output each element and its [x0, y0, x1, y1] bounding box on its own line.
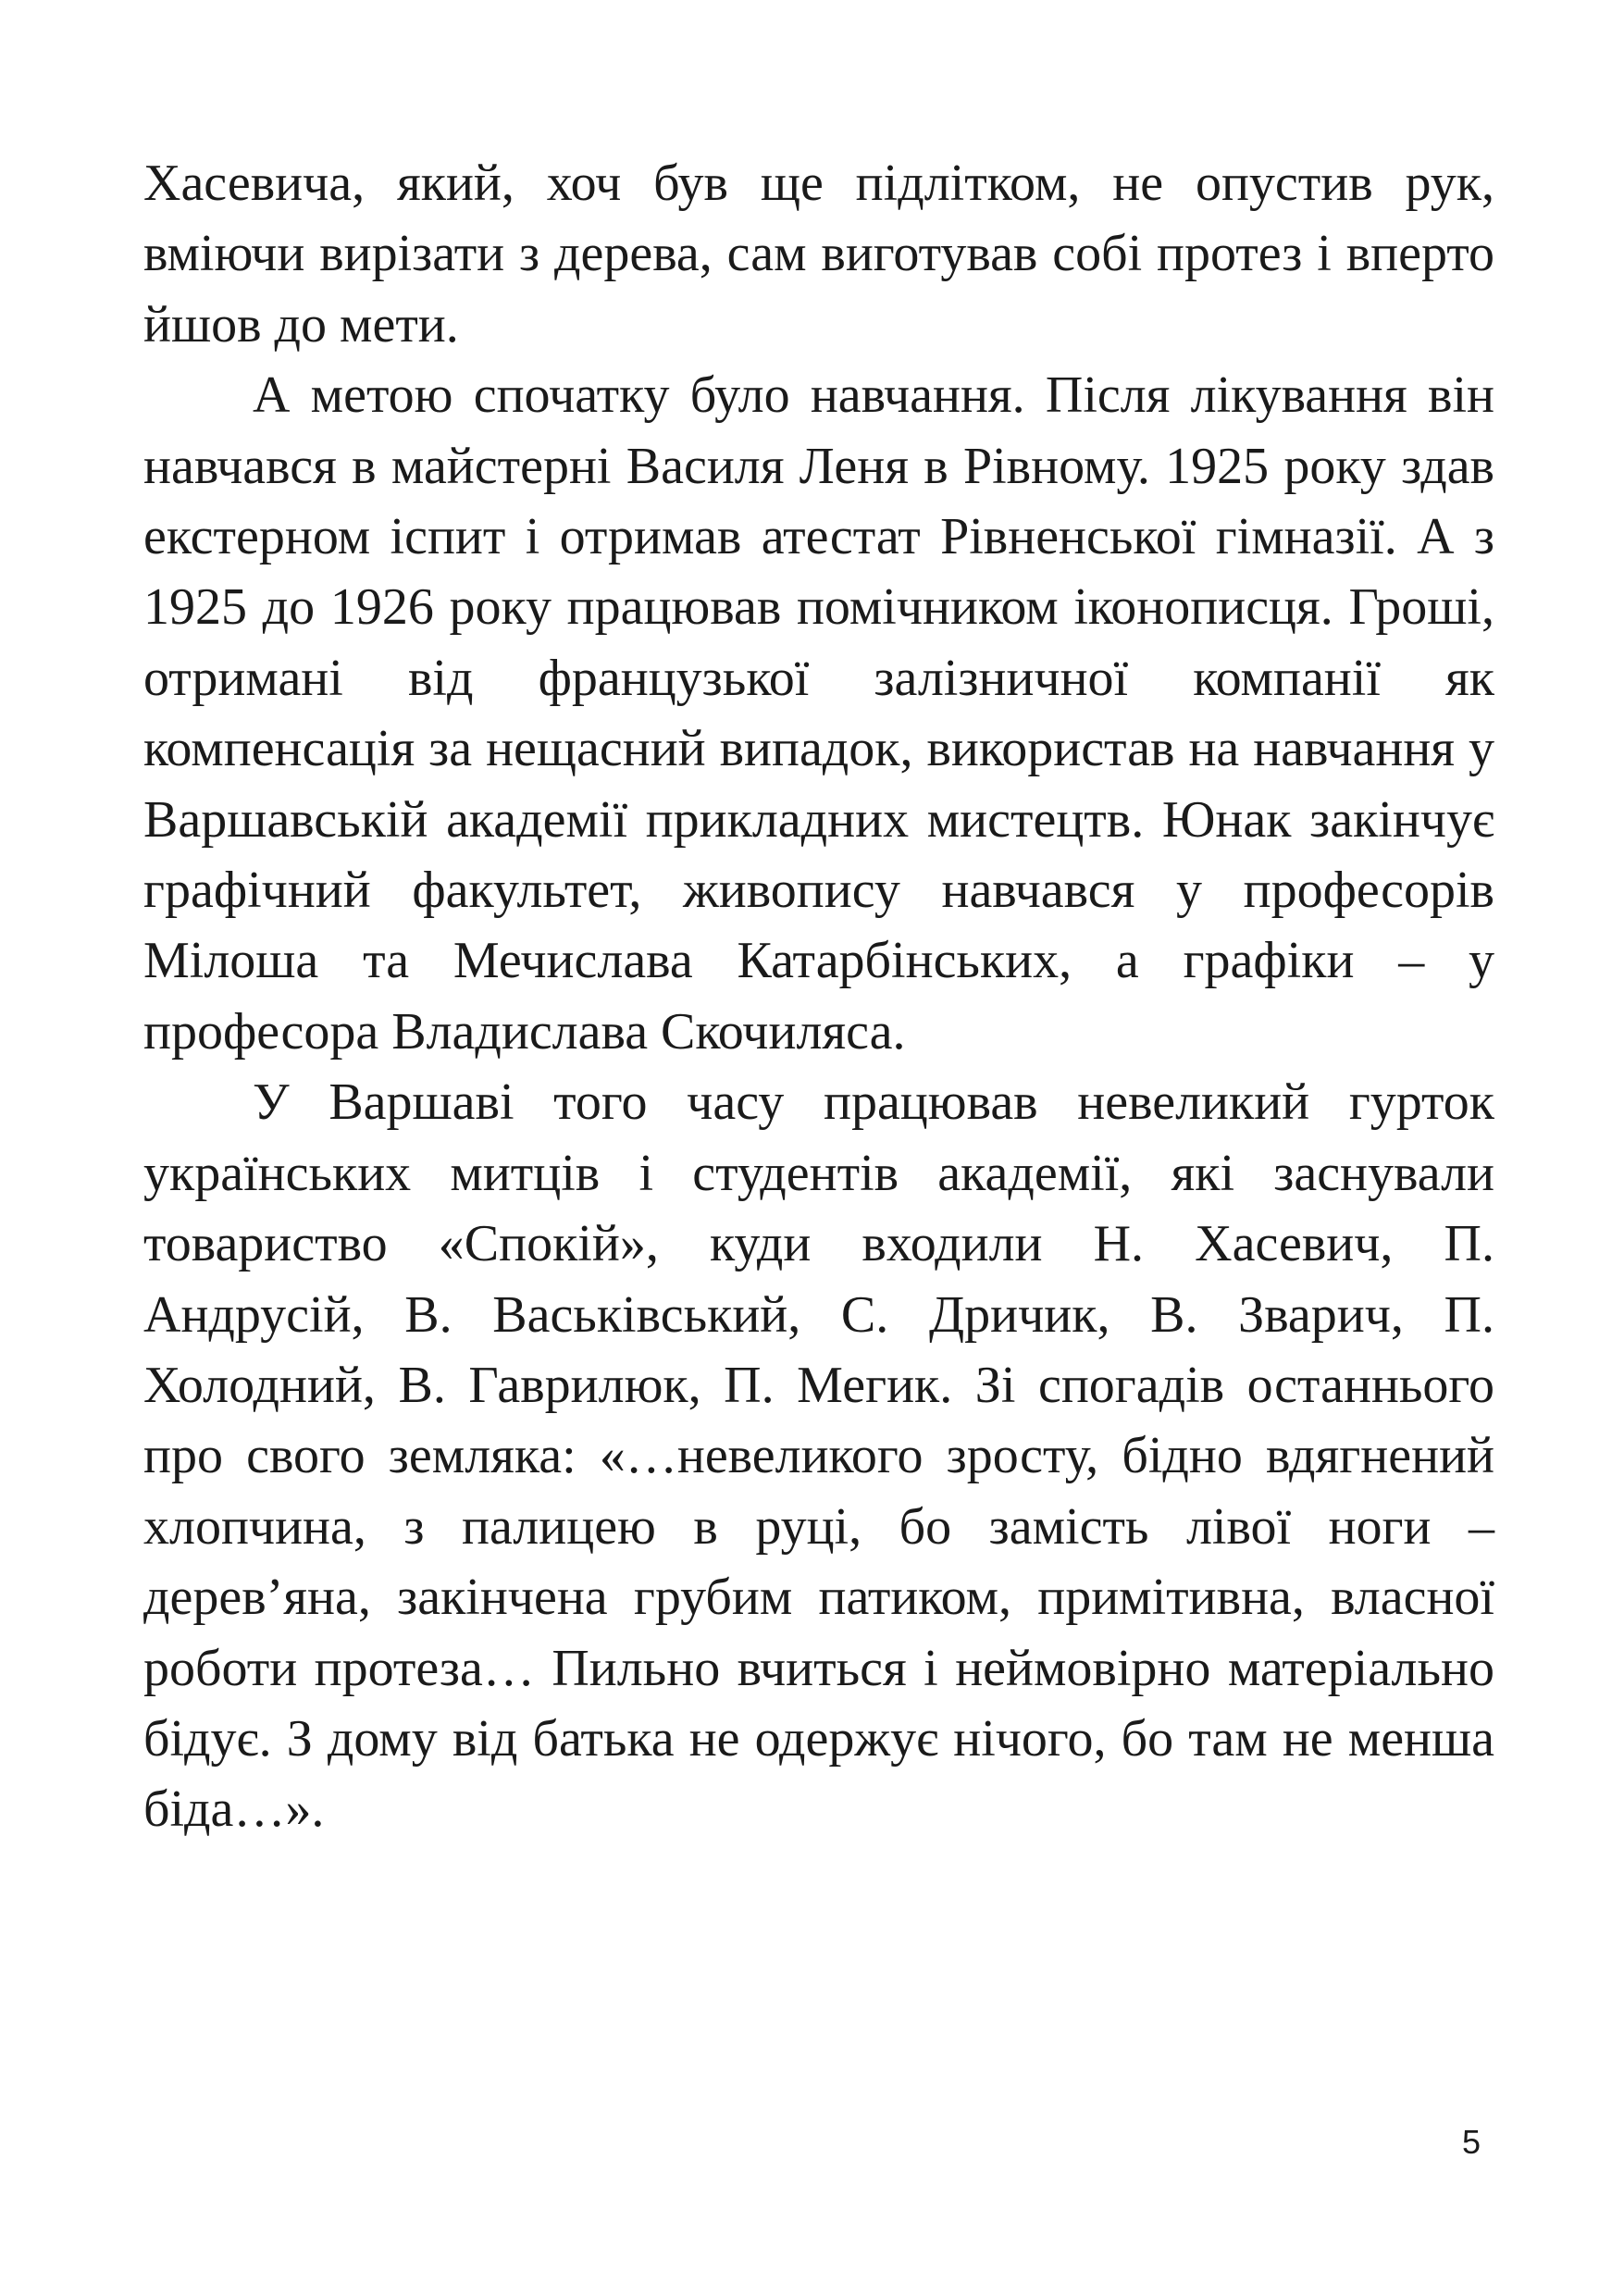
page-body	[143, 148, 1494, 1845]
paragraph-2: А метою спочатку було навчання. Після лікування він навчався в майстерні Василя Леня в Рівному. 1925 року здав екстерном іспит і отримав атестат Рівненської гімназії. А з 1925 до 1926 року працював помічником іконописця. Гроші, отримані від французької залізничної компанії як компенсація за нещасний випадок, використав на навчання у Варшавській академії прикладних мистецтв. Юнак закінчує графічний факультет, живопису навчався у професорів Мілоша та Мечислава Катарбінських, а графіки – у професора Владислава Скочиляса.	[143, 366, 1494, 1061]
paragraph-3: У Варшаві того часу працював невеликий гурток українських митців і студентів академії, які заснували товариство «Спокій», куди входили Н. Хасевич, П. Андрусій, В. Васьківський, С. Дричик, В. Зварич, П. Холодний, В. Гаврилюк, П. Мегик. Зі спогадів останнього про свого земляка: «…невеликого зросту, бідно вдягнений хлопчина, з палицею в руці, бо замість лівої ноги – дерев’яна, закінчена грубим патиком, примітивна, власної роботи протеза… Пильно вчиться і неймовірно матеріально бідує. З дому від батька не одержує нічого, бо там не менша біда…».	[143, 1073, 1494, 1839]
page-number: 5	[1462, 2123, 1481, 2161]
paragraph-1: Хасевича, який, хоч був ще підлітком, не опустив рук, вміючи вирізати з дерева, сам виготував собі протез і вперто йшов до мети.	[143, 155, 1494, 354]
